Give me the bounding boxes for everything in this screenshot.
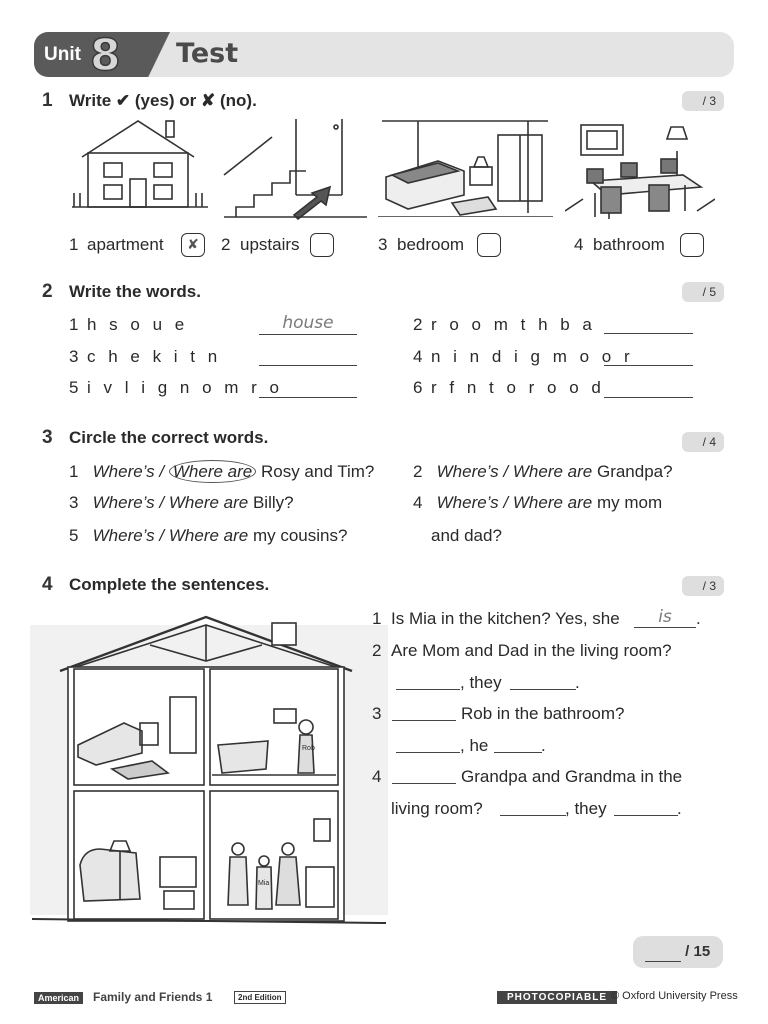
s4-item-4-blank-c[interactable] bbox=[614, 798, 678, 816]
s3-item-1 bbox=[69, 462, 374, 482]
s2-item-6-letters: r f n t o r o o d bbox=[431, 378, 605, 397]
s3-item-5-sep: / bbox=[154, 526, 169, 545]
total-score-box bbox=[633, 936, 723, 968]
bedroom-picture bbox=[378, 117, 553, 217]
s4-item-1-num: 1 bbox=[372, 609, 382, 628]
section-4-number: 4 bbox=[42, 574, 53, 595]
section-3-score: / 4 bbox=[682, 432, 724, 452]
section-1-title: Write ✔ (yes) or ✘ (no). bbox=[69, 91, 257, 110]
s4-item-2-line1: Are Mom and Dad in the living room? bbox=[391, 641, 672, 660]
figure-label-rob: Rob bbox=[302, 745, 315, 752]
s1-item-4-checkbox[interactable] bbox=[680, 233, 704, 257]
s3-item-2-choice-b[interactable]: Where are bbox=[512, 462, 593, 481]
s3-item-1-sep: / bbox=[154, 462, 169, 481]
s4-item-1-end: . bbox=[696, 609, 701, 628]
s3-item-3-rest: Billy? bbox=[252, 493, 294, 512]
s4-item-4-comma-they: , they bbox=[565, 799, 607, 818]
s3-item-1-choice-b-circled[interactable]: Where are bbox=[169, 460, 256, 483]
s3-item-2 bbox=[413, 462, 673, 482]
section-2-title: Write the words. bbox=[69, 282, 201, 301]
s3-item-1-rest: Rosy and Tim? bbox=[260, 462, 375, 481]
s4-item-2-blank-b[interactable] bbox=[510, 672, 576, 690]
s3-item-5-choice-b[interactable]: Where are bbox=[168, 526, 249, 545]
s3-item-4-rest-line2: and dad? bbox=[431, 526, 502, 545]
s4-item-3-blank-c[interactable] bbox=[494, 735, 542, 753]
s1-item-4-word: bathroom bbox=[593, 235, 665, 254]
s2-item-2-num: 2 bbox=[413, 315, 423, 334]
s3-item-2-rest: Grandpa? bbox=[596, 462, 673, 481]
s2-item-1-answer[interactable]: house bbox=[259, 313, 357, 335]
unit-label: Unit bbox=[44, 44, 81, 65]
s4-item-2-num: 2 bbox=[372, 641, 382, 660]
s2-item-1-letters: h s o u e bbox=[87, 315, 189, 334]
total-score: / 15 bbox=[685, 943, 711, 960]
s3-item-3-num: 3 bbox=[69, 493, 79, 512]
footer-edition: 2nd Edition bbox=[234, 991, 286, 1004]
s1-item-3-num: 3 bbox=[378, 235, 388, 254]
s2-item-2-answer[interactable] bbox=[604, 316, 693, 334]
s4-item-3-num: 3 bbox=[372, 704, 382, 723]
s3-item-4-rest: my mom bbox=[596, 493, 663, 512]
s4-item-4-line1: Grandpa and Grandma in the bbox=[461, 767, 683, 786]
s2-item-5-letters: i v l i g n o m r o bbox=[87, 378, 283, 397]
section-1-number: 1 bbox=[42, 90, 53, 111]
s4-item-4-blank-b[interactable] bbox=[500, 798, 566, 816]
s1-item-1-num: 1 bbox=[69, 235, 79, 254]
s4-item-2-end: . bbox=[575, 673, 580, 692]
s4-item-3-end: . bbox=[541, 736, 546, 755]
dining-room-picture bbox=[565, 115, 715, 220]
s3-item-5-num: 5 bbox=[69, 526, 79, 545]
footer-photocopiable: PHOTOCOPIABLE bbox=[497, 991, 617, 1004]
house-cutaway-picture bbox=[30, 605, 388, 935]
s2-item-4-letters: n i n d i g m o o r bbox=[431, 347, 634, 366]
s4-item-4-blank-a[interactable] bbox=[392, 766, 456, 784]
s1-item-2-num: 2 bbox=[221, 235, 231, 254]
s3-item-2-choice-a[interactable]: Where’s bbox=[436, 462, 499, 481]
section-4-title: Complete the sentences. bbox=[69, 575, 270, 594]
stairs-picture bbox=[222, 115, 367, 220]
footer-american-badge: American bbox=[34, 992, 83, 1004]
s1-item-3-checkbox[interactable] bbox=[477, 233, 501, 257]
s3-item-4-sep: / bbox=[498, 493, 513, 512]
s1-item-4-num: 4 bbox=[574, 235, 584, 254]
s4-item-1-answer[interactable]: is bbox=[634, 607, 696, 628]
s4-item-3-blank-a[interactable] bbox=[392, 703, 456, 721]
s3-item-3-sep: / bbox=[154, 493, 169, 512]
footer-publisher: © Oxford University Press bbox=[611, 990, 738, 1002]
s2-item-6-answer[interactable] bbox=[604, 380, 693, 398]
apartment-house-picture bbox=[70, 115, 210, 215]
s4-item-3-blank-b[interactable] bbox=[396, 735, 460, 753]
s2-item-6-num: 6 bbox=[413, 378, 423, 397]
s3-item-1-choice-a[interactable]: Where’s bbox=[92, 462, 155, 481]
s3-item-3-choice-a[interactable]: Where’s bbox=[92, 493, 155, 512]
section-2-score: / 5 bbox=[682, 282, 724, 302]
s3-item-4-choice-a[interactable]: Where’s bbox=[436, 493, 499, 512]
total-score-blank[interactable] bbox=[645, 942, 681, 962]
s1-item-2-checkbox[interactable] bbox=[310, 233, 334, 257]
unit-number: 8 bbox=[90, 30, 121, 81]
s1-item-1-checkbox[interactable]: ✘ bbox=[181, 233, 205, 257]
s2-item-2-letters: r o o m t h b a bbox=[431, 315, 596, 334]
s1-item-1-word: apartment bbox=[87, 235, 164, 254]
s2-item-3-letters: c h e k i t n bbox=[87, 347, 222, 366]
s3-item-2-num: 2 bbox=[413, 462, 423, 481]
page-title: Test bbox=[176, 38, 239, 69]
s4-item-2-comma-they: , they bbox=[460, 673, 502, 692]
s1-item-2-word: upstairs bbox=[240, 235, 300, 254]
s4-item-2-blank-a[interactable] bbox=[396, 672, 460, 690]
section-3-title: Circle the correct words. bbox=[69, 428, 269, 447]
s2-item-3-num: 3 bbox=[69, 347, 79, 366]
s3-item-3-choice-b[interactable]: Where are bbox=[168, 493, 249, 512]
s4-item-3-comma-he: , he bbox=[460, 736, 489, 755]
s4-item-4-end: . bbox=[677, 799, 682, 818]
s3-item-4-num: 4 bbox=[413, 493, 423, 512]
s3-item-3 bbox=[69, 493, 294, 513]
s3-item-5 bbox=[69, 526, 347, 546]
s2-item-4-num: 4 bbox=[413, 347, 423, 366]
s3-item-2-sep: / bbox=[498, 462, 513, 481]
s4-item-4-num: 4 bbox=[372, 767, 382, 786]
s4-item-1-text: Is Mia in the kitchen? Yes, she bbox=[391, 609, 620, 628]
s2-item-5-num: 5 bbox=[69, 378, 79, 397]
s3-item-5-choice-a[interactable]: Where’s bbox=[92, 526, 155, 545]
figure-label-mia: Mia bbox=[258, 880, 270, 887]
s2-item-5-answer[interactable] bbox=[259, 380, 357, 398]
s2-item-3-answer[interactable] bbox=[259, 348, 357, 366]
section-3-number: 3 bbox=[42, 427, 53, 448]
s4-item-4-line2: living room? bbox=[391, 799, 483, 818]
s3-item-4 bbox=[413, 493, 662, 513]
s3-item-5-rest: my cousins? bbox=[252, 526, 348, 545]
s4-item-3-line1: Rob in the bathroom? bbox=[461, 704, 625, 723]
s3-item-4-choice-b[interactable]: Where are bbox=[512, 493, 593, 512]
s1-item-3-word: bedroom bbox=[397, 235, 465, 254]
s2-item-4-answer[interactable] bbox=[604, 348, 693, 366]
section-1-score: / 3 bbox=[682, 91, 724, 111]
s2-item-1-num: 1 bbox=[69, 315, 79, 334]
section-4-score: / 3 bbox=[682, 576, 724, 596]
footer-book-title: Family and Friends 1 bbox=[93, 990, 213, 1004]
section-2-number: 2 bbox=[42, 281, 53, 302]
s3-item-1-num: 1 bbox=[69, 462, 79, 481]
